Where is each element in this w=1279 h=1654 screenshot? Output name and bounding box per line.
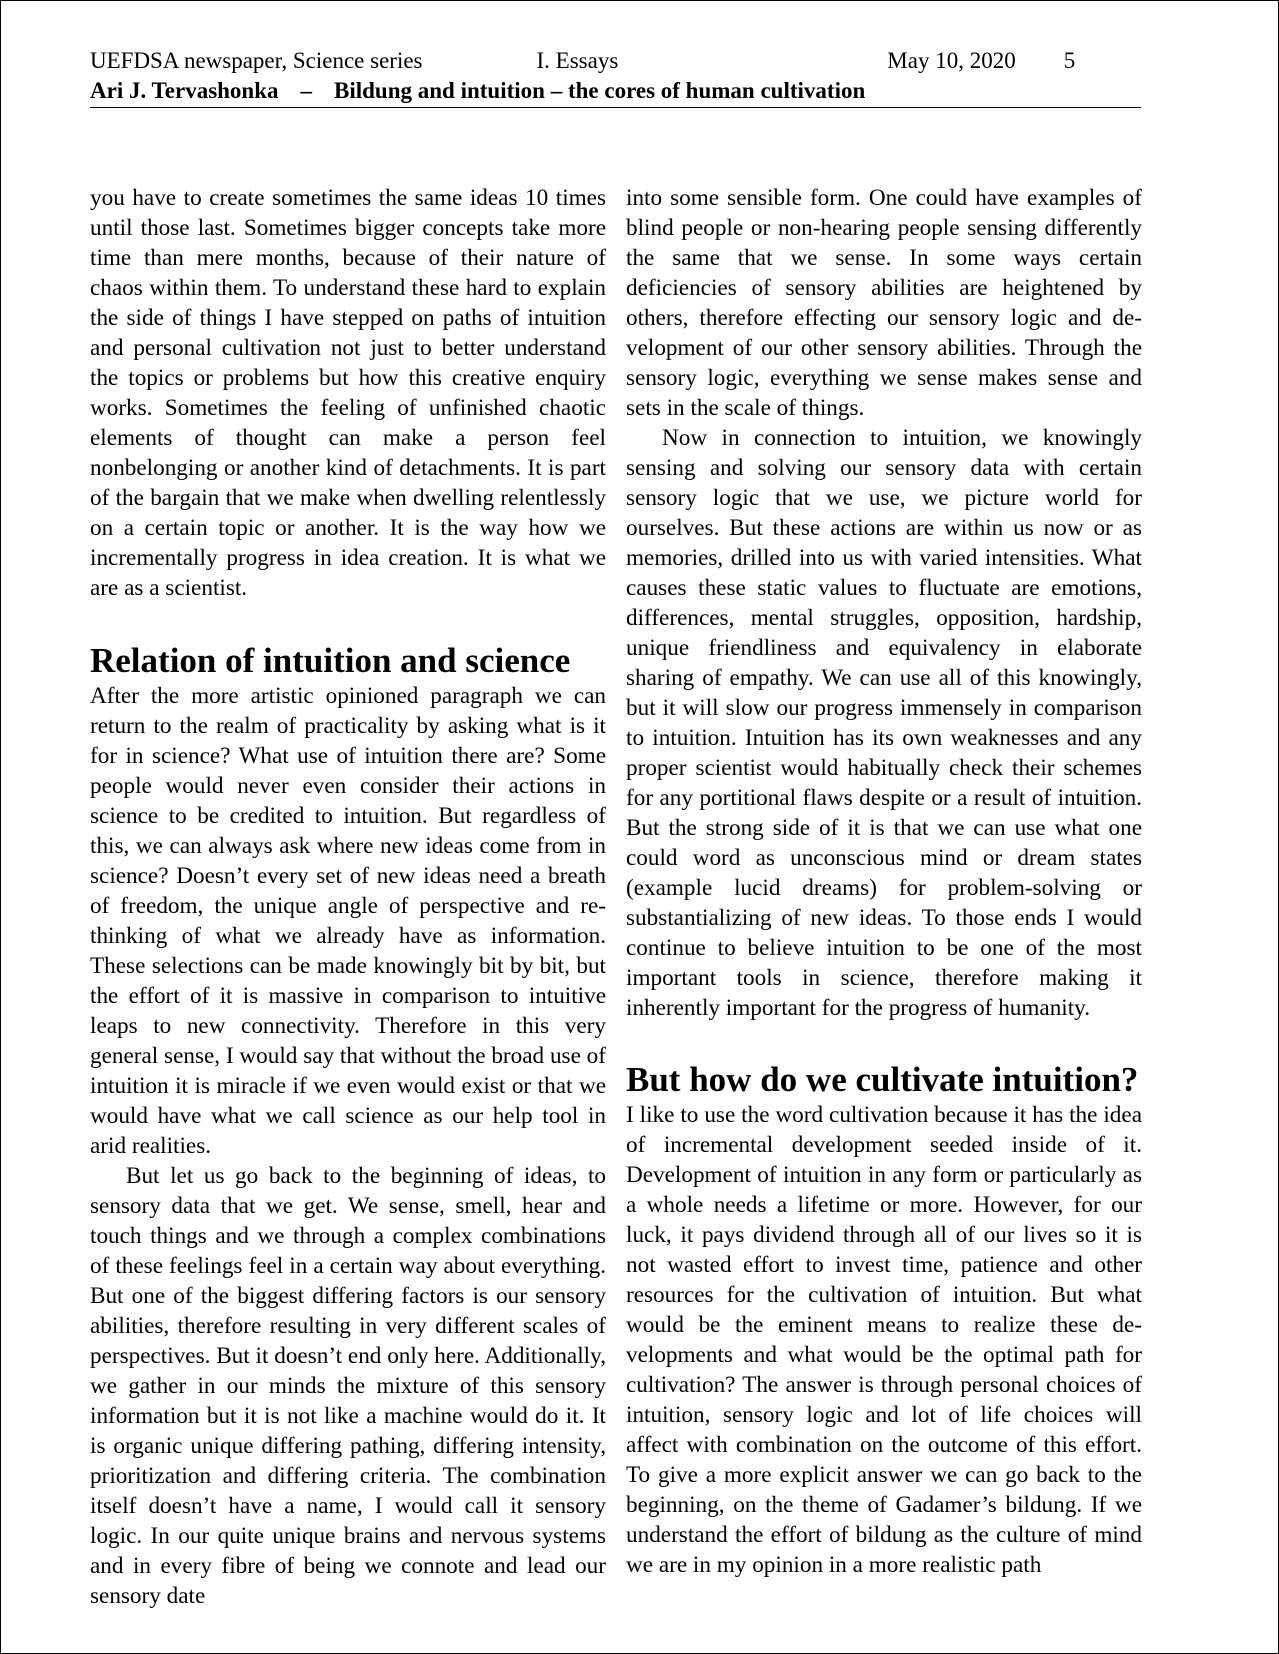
section-name: I. Essays — [536, 48, 619, 73]
byline-dash: – — [300, 78, 313, 103]
page-number: 5 — [1063, 48, 1076, 73]
section-heading: Relation of intuition and science — [90, 641, 571, 680]
header-rule — [90, 107, 1141, 108]
publication-name: UEFDSA newspaper, Science series — [90, 48, 423, 73]
paragraph: you have to create sometimes the same ideas 10 times until those last. Sometimes bigger concepts take more time than mere months, because of their nature of chaos within them. To understand these hard to explain the side of things I have stepped on paths of intuition and personal cultivation not just to better understand the topics or problems but how this creative enquiry works. Sometimes the feeling of unfinished chaotic elements of thought can make a person feel nonbelonging or another kind of detachments. It is part of the bargain that we make when dwelling relentlessly on a certain topic or another. It is the way how we incrementally progress in idea creation. It is what we are as a scientist. — [90, 185, 606, 601]
section-heading: But how do we cultivate intuition? — [626, 1060, 1139, 1099]
paragraph: Now in connection to intuition, we knowingly sensing and solving our sensory data with certain sensory logic that we use, we picture world for ourselves. But these actions are within us now or as memories, drilled into us with varied intensities. What causes these static values to fluctuate are emotions, differences, mental struggles, opposition, hardship, unique friendliness and equivalency in elaborate sharing of empathy. We can use all of this knowingly, but it will slow our progress immensely in comparison to intuition. Intuition has its own weaknesses and any proper scientist would habitually check their schemes for any portitional flaws despite or a result of intuition. But the strong side of it is that we can use what one could word as unconscious mind or dream states (example lucid dreams) for problem-solving or substantializing of new ideas. To those ends I would continue to believe intuition to be one of the most important tools in science, therefore making it inherently important for the progress of humanity. — [626, 425, 1142, 1021]
author-name: Ari J. Tervashonka — [90, 78, 279, 103]
paragraph: But let us go back to the beginning of ideas, to sensory data that we get. We sense, smell, hear and touch things and we through a complex combinations of these feelings feel in a certain way about everything. But one of the biggest differing factors is our sensory abilities, therefore resulting in very different scales of perspectives. But it doesn’t end only here. Additionally, we gather in our minds the mixture of this sensory information but it is not like a machine would do it. It is organic unique differing pathing, differing intensity, prioritization and differing criteria. The combination itself doesn’t have a name, I would call it sensory logic. In our quite unique brains and nervous systems and in every fibre of being we connote and lead our sensory date — [90, 1163, 606, 1609]
left-column — [90, 183, 606, 1611]
article-title: Bildung and intuition – the cores of human cultivation — [334, 78, 866, 103]
paragraph: into some sensible form. One could have examples of blind people or non-hearing people sensing differently the same that we sense. In some ways certain deficiencies of sensory abilities are heightened by others, therefore effecting our sensory logic and development of our other sensory abilities. Through the sensory logic, everything we sense makes sense and sets in the scale of things. — [626, 185, 1142, 421]
paragraph: I like to use the word cultivation because it has the idea of incremental development seeded inside of it. Development of intuition in any form or particularly as a whole needs a lifetime or more. However, for our luck, it pays dividend through all of our lives so it is not wasted effort to invest time, patience and other resources for the cultivation of intuition. But what would be the eminent means to realize these developments and what would be the optimal path for cultivation? The answer is through personal choices of intuition, sensory logic and lot of life choices will affect with combination on the outcome of this effort. To give a more explicit answer we can go back to the beginning, on the theme of Gadamer’s bildung. If we understand the effort of bildung as the culture of mind we are in my opinion in a more realistic path — [626, 1102, 1142, 1578]
publication-date: May 10, 2020 — [887, 48, 1016, 73]
right-column — [626, 183, 1142, 1580]
byline — [90, 77, 865, 105]
paragraph: After the more artistic opinioned paragraph we can return to the realm of practicality by asking what is it for in science? What use of intuition there are? Some people would never even consider their actions in science to be credited to intuition. But regardless of this, we can always ask where new ideas come from in science? Doesn’t every set of new ideas need a breath of freedom, the unique angle of perspective and re-thinking of what we already have as information. These selections can be made knowingly bit by bit, but the effort of it is massive in comparison to intuitive leaps to new connectivity. Therefore in this very general sense, I would say that without the broad use of intuition it is miracle if we even would exist or that we would have what we call science as our help tool in arid realities. — [90, 683, 606, 1159]
running-header — [90, 47, 1075, 75]
